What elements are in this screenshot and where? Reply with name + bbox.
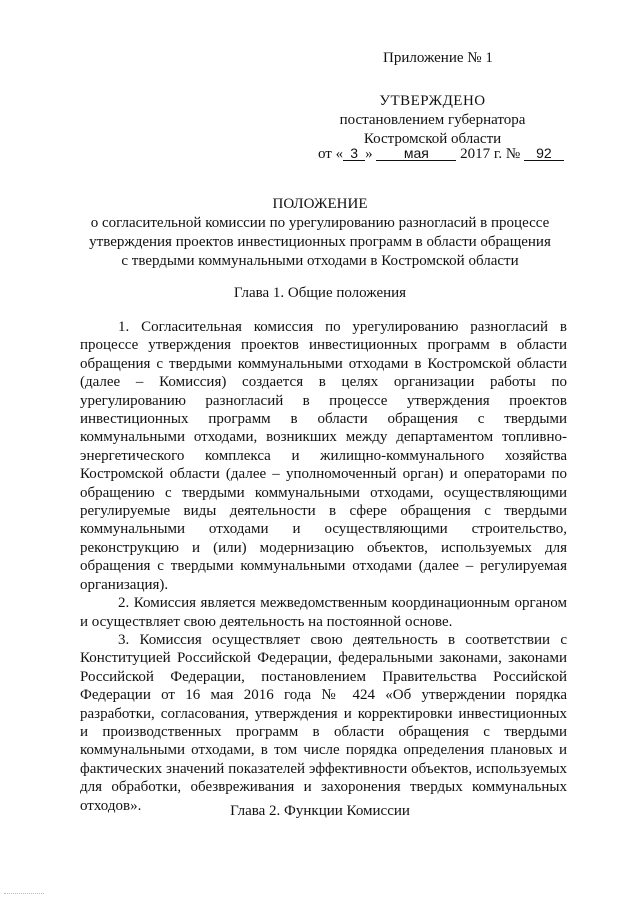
approved-by-line-2: Костромской области: [363, 131, 502, 147]
title-line-1: о согласительной комиссии по урегулированию разногласий в процессе: [90, 215, 550, 231]
scan-artifact: [4, 893, 44, 895]
date-year: 2017 г. №: [460, 146, 521, 162]
appendix-label: Приложение № 1: [383, 50, 493, 66]
approved-by-line-1: постановлением губернатора: [339, 112, 526, 128]
chapter-1-title: Глава 1. Общие положения: [233, 285, 407, 301]
title-heading: ПОЛОЖЕНИЕ: [272, 196, 368, 212]
document-number: 92: [524, 146, 564, 161]
date-prefix: от «: [318, 146, 344, 162]
title-line-2: утверждения проектов инвестиционных программ в области обращения: [89, 234, 551, 250]
title-line-3: с твердыми коммунальными отходами в Костромской области: [121, 253, 519, 269]
chapter-2-title: Глава 2. Функции Комиссии: [230, 803, 410, 819]
date-month: мая: [376, 146, 456, 161]
approval-stamp: [300, 92, 565, 149]
paragraph-1: 1. Согласительная комиссия по урегулированию разногласий в процессе утверждения проектов инвестиционных программ в области обращения с твердыми коммунальными отходами в Костромской области (далее – Комиссия) создается в целях организации работы по урегулированию разногласий в процессе утверждения проектов инвестиционных программ в области обращения с твердыми коммунальными отходами, возникших между департаментом топливно-энергетического комплекса и жилищно-коммунального хозяйства Костромской области (далее – уполномоченный орган) и операторами по обращению с твердыми коммунальными отходами, осуществляющими регулируемые виды деятельности в сфере обращения с твердыми коммунальными отходами и осуществляющими строительство, реконструкцию и (или) модернизацию объектов, используемых для обращения с твердыми коммунальными отходами (далее – регулируемая организация).: [80, 319, 567, 593]
chapter-1-body: [80, 318, 567, 815]
date-quote-close: »: [365, 146, 373, 162]
paragraph-3: 3. Комиссия осуществляет свою деятельность в соответствии с Конституцией Российской Федерации, федеральными законами, законами Российской Федерации, постановлением Правительства Российской Федерации от 16 мая 2016 года № 424 «Об утверждении порядка разработки, согласования, утверждения и корректировки инвестиционных и производственных программ в области обращения с твердыми коммунальными отходами, в том числе порядка определения плановых и фактических значений показателей эффективности объектов, используемых для обработки, обезвреживания и захоронения твердых коммунальных отходов».: [80, 631, 567, 814]
approval-date-line: [318, 146, 564, 163]
date-day: 3: [343, 146, 365, 161]
paragraph-2: 2. Комиссия является межведомственным координационным органом и осуществляет свою деятельность на постоянной основе.: [80, 595, 567, 630]
document-title: [70, 195, 570, 271]
approved-heading: УТВЕРЖДЕНО: [379, 93, 486, 109]
